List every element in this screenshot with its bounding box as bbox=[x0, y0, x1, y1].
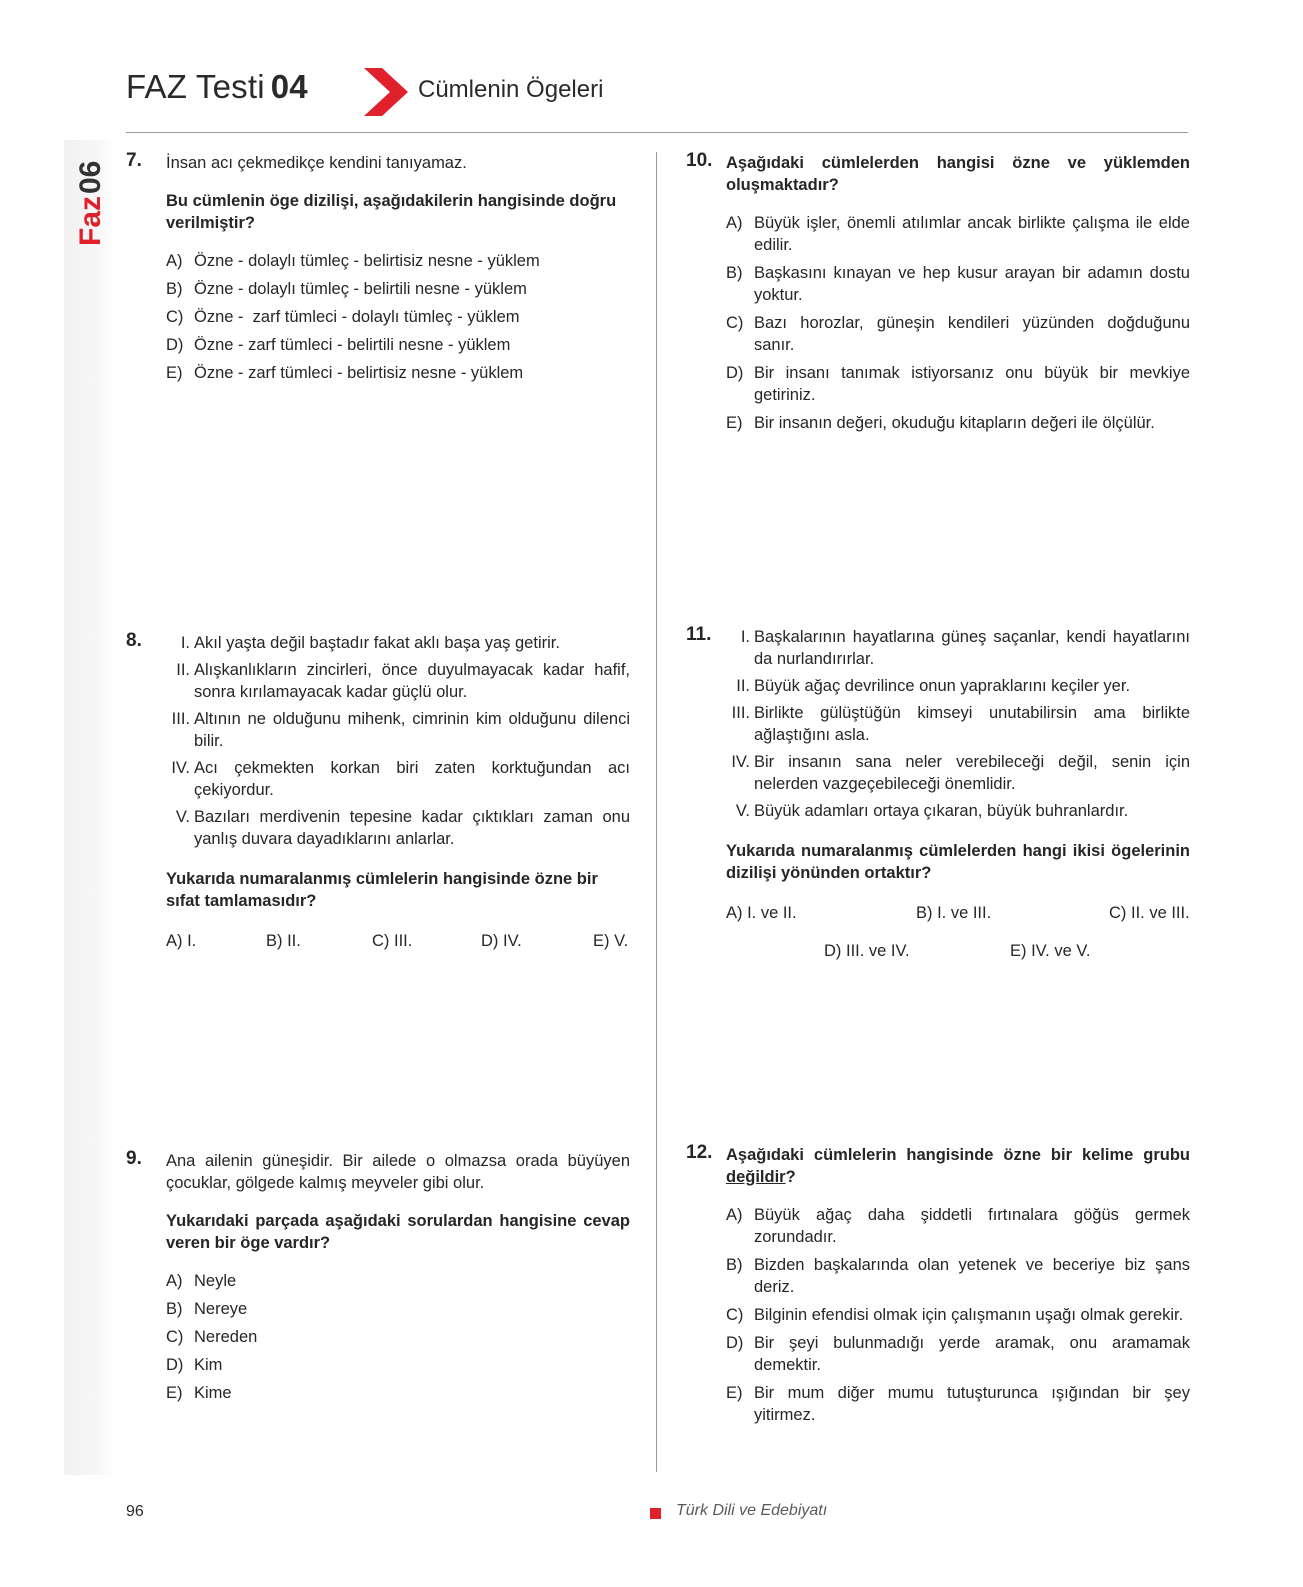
question-number: 12. bbox=[686, 1142, 713, 1163]
question-number: 9. bbox=[126, 1148, 142, 1169]
test-number: 04 bbox=[270, 68, 308, 105]
option-c[interactable]: C) Bazı horozlar, güneşin kendileri yüzünden doğduğunu sanır. bbox=[726, 314, 1190, 354]
test-title bbox=[126, 68, 308, 106]
option-d[interactable]: D) IV. bbox=[481, 932, 522, 950]
side-strip bbox=[64, 140, 114, 1475]
question-prompt: Yukarıdaki parçada aşağıdaki sorulardan hangisine cevap veren bir öge vardır? bbox=[166, 1212, 630, 1252]
option-e[interactable]: E) Bir mum diğer mumu tutuşturunca ışığından bir şey yitirmez. bbox=[726, 1384, 1190, 1424]
options-list bbox=[166, 250, 630, 384]
question-prompt: Aşağıdaki cümlelerden hangisi özne ve yüklemden oluşmaktadır? bbox=[726, 154, 1190, 194]
option-c[interactable]: C) II. ve III. bbox=[1109, 904, 1190, 922]
test-label: FAZ Testi bbox=[126, 68, 265, 105]
question-number: 7. bbox=[126, 150, 142, 171]
roman-item-3: III. Altının ne olduğunu mihenk, cimrinin kim olduğunu dilenci bilir. bbox=[171, 710, 630, 750]
question-12 bbox=[686, 1144, 1190, 1432]
question-prompt: Yukarıda numaralanmış cümlelerin hangisinde özne bir sıfat tamlamasıdır? bbox=[166, 870, 598, 910]
question-stem: İnsan acı çekmedikçe kendini tanıyamaz. bbox=[166, 154, 467, 172]
option-b[interactable]: B) Bizden başkalarında olan yetenek ve beceriye biz şans deriz. bbox=[726, 1256, 1190, 1296]
option-d[interactable]: D) Bir şeyi bulunmadığı yerde aramak, onu aramamak demektir. bbox=[726, 1334, 1190, 1374]
options-row bbox=[166, 930, 630, 952]
book-title: Türk Dili ve Edebiyatı bbox=[676, 1502, 828, 1519]
option-d[interactable]: D) III. ve IV. bbox=[824, 942, 910, 960]
header-divider bbox=[126, 132, 1188, 133]
roman-item-5: V. Bazıları merdivenin tepesine kadar çıktıkları zaman onu yanlış duvara dayadıklarını anlarlar. bbox=[175, 808, 630, 848]
question-7 bbox=[126, 152, 630, 390]
options-list bbox=[726, 1204, 1190, 1426]
option-b[interactable]: B) II. bbox=[266, 932, 301, 950]
question-number: 8. bbox=[126, 630, 142, 651]
roman-item-5: V. Büyük adamları ortaya çıkaran, büyük buhranlardır. bbox=[735, 802, 1129, 820]
option-a[interactable]: A) Büyük ağaç daha şiddetli fırtınalara göğüs germek zorundadır. bbox=[726, 1206, 1190, 1246]
option-e[interactable]: E) V. bbox=[593, 932, 629, 950]
question-number: 10. bbox=[686, 150, 713, 171]
option-a[interactable]: A) Büyük işler, önemli atılımlar ancak birlikte çalışma ile elde edilir. bbox=[726, 214, 1190, 254]
roman-item-2: II. Alışkanlıkların zincirleri, önce duyulmayacak kadar hafif, sonra kırılamayacak kadar güçlü olur. bbox=[176, 661, 630, 701]
options-list bbox=[726, 212, 1190, 434]
option-a[interactable]: A) I. ve II. bbox=[726, 904, 797, 922]
roman-item-1: I. Başkalarının hayatlarına güneş saçanlar, kendi hayatlarını da nurlandırırlar. bbox=[740, 628, 1190, 668]
option-d[interactable]: D) Özne - zarf tümleci - belirtili nesne - yüklem bbox=[166, 336, 511, 354]
option-e[interactable]: E) Kime bbox=[166, 1384, 232, 1402]
column-divider bbox=[656, 152, 657, 1472]
option-a[interactable]: A) I. bbox=[166, 932, 197, 950]
question-prompt: Aşağıdaki cümlelerin hangisinde özne bir kelime grubu değildir? bbox=[726, 1146, 1190, 1186]
option-b[interactable]: B) Başkasını kınayan ve hep kusur arayan bir adamın dostu yoktur. bbox=[726, 264, 1190, 304]
roman-item-2: II. Büyük ağaç devrilince onun yapraklarını keçiler yer. bbox=[736, 677, 1131, 695]
topic-title: Cümlenin Ögeleri bbox=[418, 76, 604, 103]
square-bullet-icon bbox=[650, 1508, 661, 1519]
question-8 bbox=[126, 632, 630, 952]
options-list bbox=[166, 1270, 630, 1404]
roman-item-1: I. Akıl yaşta değil baştadır fakat aklı başa yaş getirir. bbox=[180, 634, 560, 652]
roman-item-3: III. Birlikte gülüştüğün kimseyi unutabilirsin ama birlikte ağlaştığını asla. bbox=[731, 704, 1190, 744]
roman-item-4: IV. Acı çekmekten korkan biri zaten korktuğundan acı çekiyordur. bbox=[171, 759, 630, 799]
prompt-emphasis: değildir bbox=[726, 1168, 786, 1186]
option-b[interactable]: B) Nereye bbox=[166, 1300, 248, 1318]
question-prompt: Yukarıda numaralanmış cümlelerden hangi ikisi ögelerinin dizilişi yönünden ortaktır? bbox=[726, 842, 1190, 882]
option-e[interactable]: E) IV. ve V. bbox=[1010, 942, 1091, 960]
option-a[interactable]: A) Neyle bbox=[166, 1272, 237, 1290]
question-11 bbox=[686, 626, 1190, 962]
option-e[interactable]: E) Bir insanın değeri, okuduğu kitapların değeri ile ölçülür. bbox=[726, 414, 1155, 432]
chevron-right-icon bbox=[364, 68, 408, 116]
options-row-2 bbox=[726, 940, 1190, 962]
option-d[interactable]: D) Bir insanı tanımak istiyorsanız onu büyük bir mevkiye getiriniz. bbox=[726, 364, 1190, 404]
option-c[interactable]: C) Özne - zarf tümleci - dolaylı tümleç - yüklem bbox=[166, 308, 520, 326]
question-10 bbox=[686, 152, 1190, 440]
option-c[interactable]: C) Bilginin efendisi olmak için çalışmanın uşağı olmak gerekir. bbox=[726, 1306, 1184, 1324]
option-a[interactable]: A) Özne - dolaylı tümleç - belirtisiz nesne - yüklem bbox=[166, 252, 540, 270]
page-number: 96 bbox=[126, 1503, 144, 1520]
option-c[interactable]: C) III. bbox=[372, 932, 413, 950]
options-row-1 bbox=[726, 902, 1190, 924]
side-tab bbox=[60, 148, 118, 248]
side-tab-number: 06 bbox=[74, 160, 107, 194]
question-number: 11. bbox=[686, 624, 712, 645]
option-e[interactable]: E) Özne - zarf tümleci - belirtisiz nesne - yüklem bbox=[166, 364, 524, 382]
option-b[interactable]: B) I. ve III. bbox=[916, 904, 992, 922]
option-b[interactable]: B) Özne - dolaylı tümleç - belirtili nesne - yüklem bbox=[166, 280, 527, 298]
roman-item-4: IV. Bir insanın sana neler verebileceği değil, senin için nelerden vazgeçebileceği önemlidir. bbox=[731, 753, 1190, 793]
option-c[interactable]: C) Nereden bbox=[166, 1328, 258, 1346]
question-stem: Ana ailenin güneşidir. Bir ailede o olmazsa orada büyüyen çocuklar, gölgede kalmış meyveler gibi olur. bbox=[166, 1152, 630, 1192]
side-tab-brand: Faz bbox=[74, 195, 107, 246]
question-prompt: Bu cümlenin öge dizilişi, aşağıdakilerin hangisinde doğru verilmiştir? bbox=[166, 192, 617, 232]
question-9 bbox=[126, 1150, 630, 1410]
option-d[interactable]: D) Kim bbox=[166, 1356, 223, 1374]
